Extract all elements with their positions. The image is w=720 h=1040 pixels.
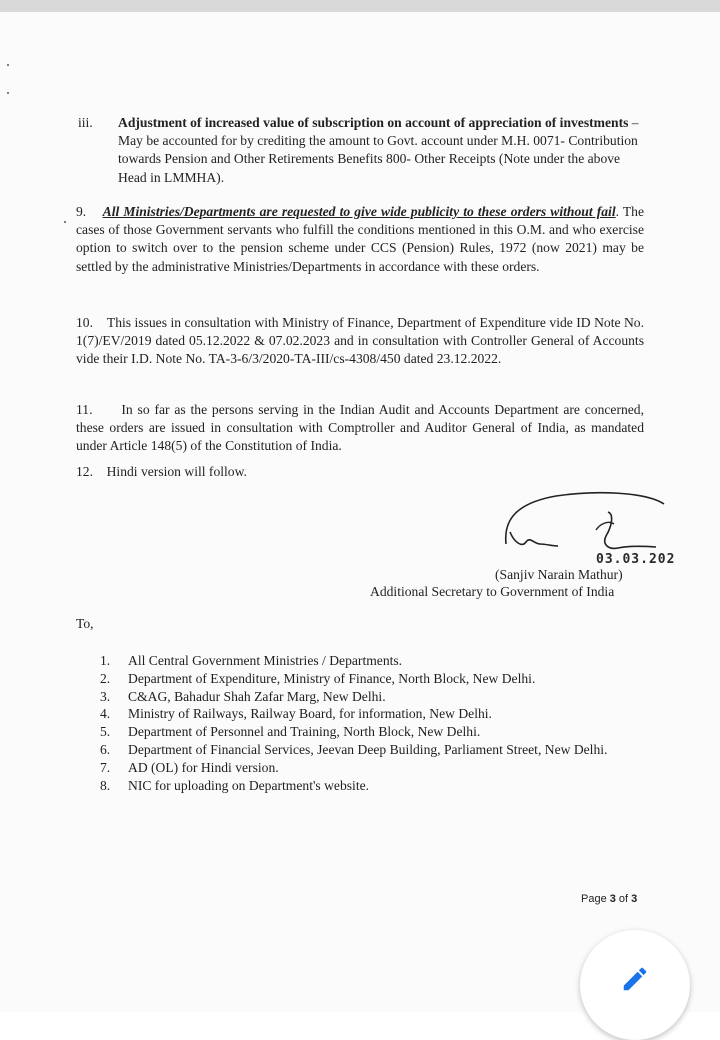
paragraph-text: . The cases of those Government servants who fulfill the conditions mentioned in this O.M. and who exercise option to switch over to the pension scheme under CCS (Pension) Rules, 1972 (now 2021) may be settled by the administrative Ministries/Departments in accordance with these orders. xyxy=(76,204,645,274)
paragraph-number: iii. xyxy=(78,115,93,130)
recipient-item xyxy=(100,741,645,759)
recipient-number: 8. xyxy=(100,777,111,793)
recipient-number: 3. xyxy=(100,688,111,704)
paragraph-number: 11. xyxy=(76,402,93,417)
paragraph-body xyxy=(118,114,643,187)
recipient-text: Ministry of Railways, Railway Board, for information, New Delhi. xyxy=(128,706,492,722)
recipient-number: 6. xyxy=(100,741,111,757)
paragraph-11 xyxy=(76,401,644,456)
scan-speck xyxy=(64,221,66,223)
top-toolbar-strip xyxy=(0,0,720,12)
edit-button[interactable] xyxy=(580,930,690,1040)
paragraph-heading: Adjustment of increased value of subscription on account of appreciation of investments xyxy=(118,115,629,130)
current-page: 3 xyxy=(609,893,616,905)
recipient-item xyxy=(100,723,645,741)
paragraph-9 xyxy=(76,203,644,276)
recipient-list xyxy=(100,652,645,794)
recipient-number: 4. xyxy=(100,706,111,722)
paragraph-text: – May be accounted for by crediting the amount to Govt. account under M.H. 0071- Contribution towards Pension and Other Retirements Benefits 800- Other Receipts (Note under the above Head in LMMHA). xyxy=(118,115,639,185)
paragraph-number: 10. xyxy=(76,315,93,330)
recipient-item xyxy=(100,670,645,688)
recipient-text: Department of Expenditure, Ministry of Finance, North Block, New Delhi. xyxy=(128,670,536,686)
signatory-name: (Sanjiv Narain Mathur) xyxy=(495,567,623,582)
recipient-item xyxy=(100,759,645,777)
paragraph-12 xyxy=(76,463,644,481)
page-separator: of xyxy=(615,893,632,905)
paragraph-iii xyxy=(78,114,643,187)
pencil-icon xyxy=(620,964,650,994)
page-label: Page xyxy=(581,893,610,905)
recipient-item xyxy=(100,777,645,795)
signatory-designation: Additional Secretary to Government of India xyxy=(370,584,615,599)
page-number xyxy=(581,893,637,905)
recipient-text: Department of Personnel and Training, North Block, New Delhi. xyxy=(128,724,481,740)
recipient-item xyxy=(100,705,645,723)
paragraph-text: This issues in consultation with Ministry of Finance, Department of Expenditure vide ID Note No. 1(7)/EV/2019 dated 05.12.2022 & 07.02.2023 and in consultation with Controller General of Accounts vide their I.D. Note No. TA-3-6/3/2020-TA-III/cs-4308/450 dated 23.12.2022. xyxy=(76,315,645,367)
recipient-item xyxy=(100,652,645,670)
paragraph-heading: All Ministries/Departments are requested to give wide publicity to these orders without fail xyxy=(102,204,616,219)
recipient-item xyxy=(100,688,645,706)
scan-speck xyxy=(7,64,9,66)
paragraph-text: In so far as the persons serving in the Indian Audit and Accounts Department are concerned, these orders are issued in consultation with Comptroller and Auditor General of India, as mandated under Article 148(5) of the Constitution of India. xyxy=(76,402,644,454)
recipient-number: 2. xyxy=(100,670,111,686)
paragraph-number: 12. xyxy=(76,464,93,479)
recipient-number: 1. xyxy=(100,653,111,668)
recipient-number: 7. xyxy=(100,759,111,775)
recipient-text: AD (OL) for Hindi version. xyxy=(128,759,279,775)
recipient-text: Department of Financial Services, Jeevan Deep Building, Parliament Street, New Delhi. xyxy=(128,741,608,757)
paragraph-number: 9. xyxy=(76,204,87,219)
paragraph-10 xyxy=(76,314,644,369)
total-pages: 3 xyxy=(631,893,638,905)
to-label: To, xyxy=(76,616,94,631)
handwritten-signature xyxy=(496,484,671,559)
scan-speck xyxy=(7,92,9,94)
recipient-text: All Central Government Ministries / Departments. xyxy=(128,653,403,668)
recipient-number: 5. xyxy=(100,724,111,740)
recipient-text: C&AG, Bahadur Shah Zafar Marg, New Delhi. xyxy=(128,688,386,704)
signature-date: 03.03.202 xyxy=(596,552,676,567)
recipient-text: NIC for uploading on Department's website. xyxy=(128,777,370,793)
paragraph-text: Hindi version will follow. xyxy=(106,464,247,479)
